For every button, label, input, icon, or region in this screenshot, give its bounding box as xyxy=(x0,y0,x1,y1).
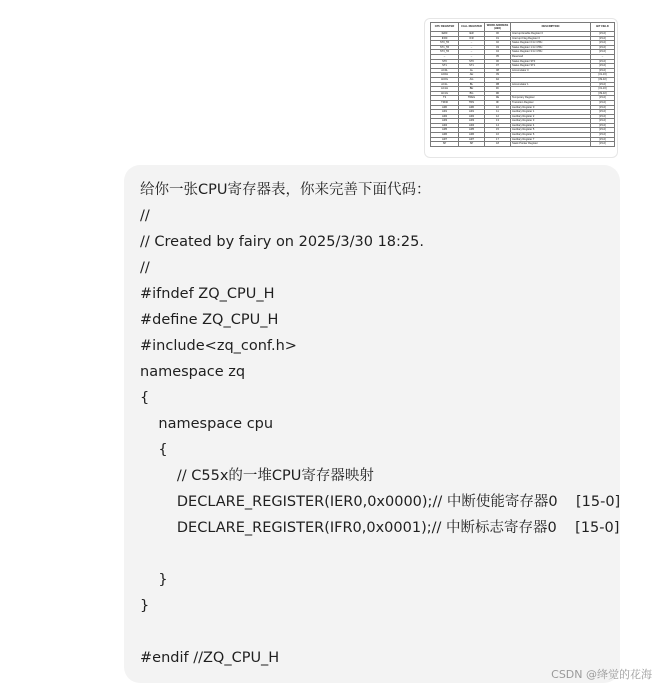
message-line: namespace zq xyxy=(140,364,246,380)
register-table xyxy=(430,22,615,147)
table-cell: 11 xyxy=(485,110,511,115)
table-cell: IER0 xyxy=(431,32,459,37)
table-cell: 08 xyxy=(485,68,511,73)
column-header: BIT FIELD xyxy=(591,23,615,32)
message-line: #define ZQ_CPU_H xyxy=(140,312,279,328)
table-cell: AR7 xyxy=(459,137,485,142)
table-cell: – xyxy=(591,54,615,59)
table-cell: Stack Pointer Register xyxy=(511,142,591,147)
table-cell: [15-0] xyxy=(591,41,615,46)
table-cell: [15-0] xyxy=(591,137,615,142)
attached-register-table-image[interactable] xyxy=(424,18,618,158)
column-header: DESCRIPTION xyxy=(511,23,591,32)
table-cell: AR3 xyxy=(431,119,459,124)
table-cell: SP xyxy=(459,142,485,147)
table-cell: AR6 xyxy=(459,133,485,138)
table-cell: 0A xyxy=(485,77,511,82)
table-cell: AL xyxy=(459,68,485,73)
table-cell: AH xyxy=(459,73,485,78)
table-cell: Auxiliary Register 4 xyxy=(511,123,591,128)
table-cell: AC1H xyxy=(431,87,459,92)
table-cell: AR1 xyxy=(459,110,485,115)
table-cell: IFR xyxy=(459,36,485,41)
table-cell: TRN0 xyxy=(431,100,459,105)
table-cell: [15-0] xyxy=(591,50,615,55)
table-cell: [15-0] xyxy=(591,110,615,115)
table-cell: Accumulator 0 xyxy=(511,68,591,73)
table-cell: Interrupt Enable Register 0 xyxy=(511,32,591,37)
message-line: #endif //ZQ_CPU_H xyxy=(140,650,280,666)
table-cell: [15-0] xyxy=(591,68,615,73)
table-cell: 15 xyxy=(485,128,511,133)
table-cell: AR0 xyxy=(459,105,485,110)
table-cell: 10 xyxy=(485,105,511,110)
table-cell: [15-0] xyxy=(591,105,615,110)
table-cell: 07 xyxy=(485,64,511,69)
table-cell: TREG xyxy=(459,96,485,101)
table-cell: 0B xyxy=(485,82,511,87)
table-cell: 0C xyxy=(485,87,511,92)
message-line: #include<zq_conf.h> xyxy=(140,338,297,354)
table-cell: ST0 xyxy=(459,59,485,64)
table-cell: [15-0] xyxy=(591,32,615,37)
table-cell: BH xyxy=(459,87,485,92)
table-cell: 0F xyxy=(485,100,511,105)
message-line xyxy=(140,541,620,567)
message-line: 给你一张CPU寄存器表，你来完善下面代码： xyxy=(140,182,431,198)
table-cell: [15-0] xyxy=(591,82,615,87)
column-header: CALL REGISTER xyxy=(459,23,485,32)
table-cell: 09 xyxy=(485,73,511,78)
table-cell: AR0 xyxy=(431,105,459,110)
table-cell: BG xyxy=(459,91,485,96)
register-table-header-row xyxy=(431,23,615,32)
table-cell: AC0G xyxy=(431,77,459,82)
table-cell: – xyxy=(459,45,485,50)
message-line: DECLARE_REGISTER(IER0,0x0000);// 中断使能寄存器0 [15-0] xyxy=(140,494,621,510)
table-cell: 05 xyxy=(485,54,511,59)
message-line: // C55x的一堆CPU寄存器映射 xyxy=(140,468,374,484)
table-cell: Status Register ST0 xyxy=(511,59,591,64)
table-cell: 00 xyxy=(485,32,511,37)
table-cell: AR6 xyxy=(431,133,459,138)
table-cell: ST3_55 xyxy=(431,50,459,55)
table-cell: IFR0 xyxy=(431,36,459,41)
message-line: // xyxy=(140,260,150,276)
table-cell: 06 xyxy=(485,59,511,64)
column-header: WORD ADDRESS (HEX) xyxy=(485,23,511,32)
table-cell: 14 xyxy=(485,123,511,128)
table-cell: Auxiliary Register 7 xyxy=(511,137,591,142)
table-cell: Status Register 0 for C55x xyxy=(511,41,591,46)
table-cell: [15-0] xyxy=(591,119,615,124)
table-cell: [15-0] xyxy=(591,64,615,69)
message-line: { xyxy=(140,390,150,406)
table-cell: [15-0] xyxy=(591,45,615,50)
table-cell: [15-0] xyxy=(591,100,615,105)
table-cell: [31-16] xyxy=(591,87,615,92)
table-cell: Accumulator 1 xyxy=(511,82,591,87)
message-line: } xyxy=(140,572,168,588)
table-cell: Auxiliary Register 5 xyxy=(511,128,591,133)
table-cell: [15-0] xyxy=(591,123,615,128)
table-cell: AR4 xyxy=(431,123,459,128)
table-cell: AR5 xyxy=(431,128,459,133)
table-cell: T3 xyxy=(431,96,459,101)
table-cell: AR1 xyxy=(431,110,459,115)
table-cell: Auxiliary Register 0 xyxy=(511,105,591,110)
table-cell: AC0H xyxy=(431,73,459,78)
table-cell: Status Register 3 for C55x xyxy=(511,50,591,55)
message-line: #ifndef ZQ_CPU_H xyxy=(140,286,275,302)
table-cell: AR4 xyxy=(459,123,485,128)
table-cell: AR2 xyxy=(431,114,459,119)
table-cell: Auxiliary Register 3 xyxy=(511,119,591,124)
table-cell: [15-0] xyxy=(591,142,615,147)
table-cell: AR2 xyxy=(459,114,485,119)
message-line xyxy=(140,619,620,645)
table-cell: 0D xyxy=(485,91,511,96)
table-cell: AG xyxy=(459,77,485,82)
table-cell: ST0 xyxy=(431,59,459,64)
table-cell: 18 xyxy=(485,142,511,147)
table-cell: BL xyxy=(459,82,485,87)
table-cell: – xyxy=(459,41,485,46)
table-cell: ST0_55 xyxy=(431,41,459,46)
table-cell: [15-0] xyxy=(591,128,615,133)
message-line: // xyxy=(140,208,150,224)
table-cell: ST1_55 xyxy=(431,45,459,50)
table-cell: AR5 xyxy=(459,128,485,133)
table-cell: Auxiliary Register 2 xyxy=(511,114,591,119)
table-cell: 01 xyxy=(485,36,511,41)
table-cell: ST1 xyxy=(459,64,485,69)
table-cell: Status Register ST1 xyxy=(511,64,591,69)
table-cell: Temporary Register xyxy=(511,96,591,101)
table-cell: [15-0] xyxy=(591,96,615,101)
table-cell: [15-0] xyxy=(591,114,615,119)
table-cell: 0E xyxy=(485,96,511,101)
table-cell: – xyxy=(459,54,485,59)
table-cell: 12 xyxy=(485,114,511,119)
table-cell: 04 xyxy=(485,50,511,55)
table-cell: Reserved xyxy=(511,54,591,59)
table-cell: SP xyxy=(431,142,459,147)
table-cell: AR3 xyxy=(459,119,485,124)
table-cell: [31-16] xyxy=(591,73,615,78)
table-cell: [39-32] xyxy=(591,91,615,96)
table-cell: – xyxy=(431,54,459,59)
message-line: { xyxy=(140,442,168,458)
table-cell: 17 xyxy=(485,137,511,142)
table-cell: AC0L xyxy=(431,68,459,73)
table-cell: [15-0] xyxy=(591,36,615,41)
table-cell: [39-32] xyxy=(591,77,615,82)
table-cell: 13 xyxy=(485,119,511,124)
column-header: CPU REGISTER xyxy=(431,23,459,32)
message-line: DECLARE_REGISTER(IFR0,0x0001);// 中断标志寄存器0 [15-0] xyxy=(140,520,620,536)
table-cell: 02 xyxy=(485,41,511,46)
table-cell: AC1G xyxy=(431,91,459,96)
message-line: // Created by fairy on 2025/3/30 18:25. xyxy=(140,234,424,250)
table-cell: 03 xyxy=(485,45,511,50)
message-line: namespace cpu xyxy=(140,416,274,432)
watermark: CSDN @绛觉的花海 xyxy=(551,668,652,681)
table-cell: – xyxy=(459,50,485,55)
table-cell: IER xyxy=(459,32,485,37)
table-cell: [15-0] xyxy=(591,133,615,138)
table-cell: ST1 xyxy=(431,64,459,69)
table-cell: Transition Register xyxy=(511,100,591,105)
table-cell: Status Register 1 for C55x xyxy=(511,45,591,50)
table-cell: 16 xyxy=(485,133,511,138)
table-cell: Auxiliary Register 6 xyxy=(511,133,591,138)
table-row xyxy=(431,142,615,147)
table-cell: [15-0] xyxy=(591,59,615,64)
table-cell: Interrupt Flag Register 0 xyxy=(511,36,591,41)
message-line: } xyxy=(140,598,150,614)
table-cell: Auxiliary Register 1 xyxy=(511,110,591,115)
table-cell: AR7 xyxy=(431,137,459,142)
table-cell: AC1L xyxy=(431,82,459,87)
user-message-bubble xyxy=(124,165,620,683)
table-cell: TRN xyxy=(459,100,485,105)
